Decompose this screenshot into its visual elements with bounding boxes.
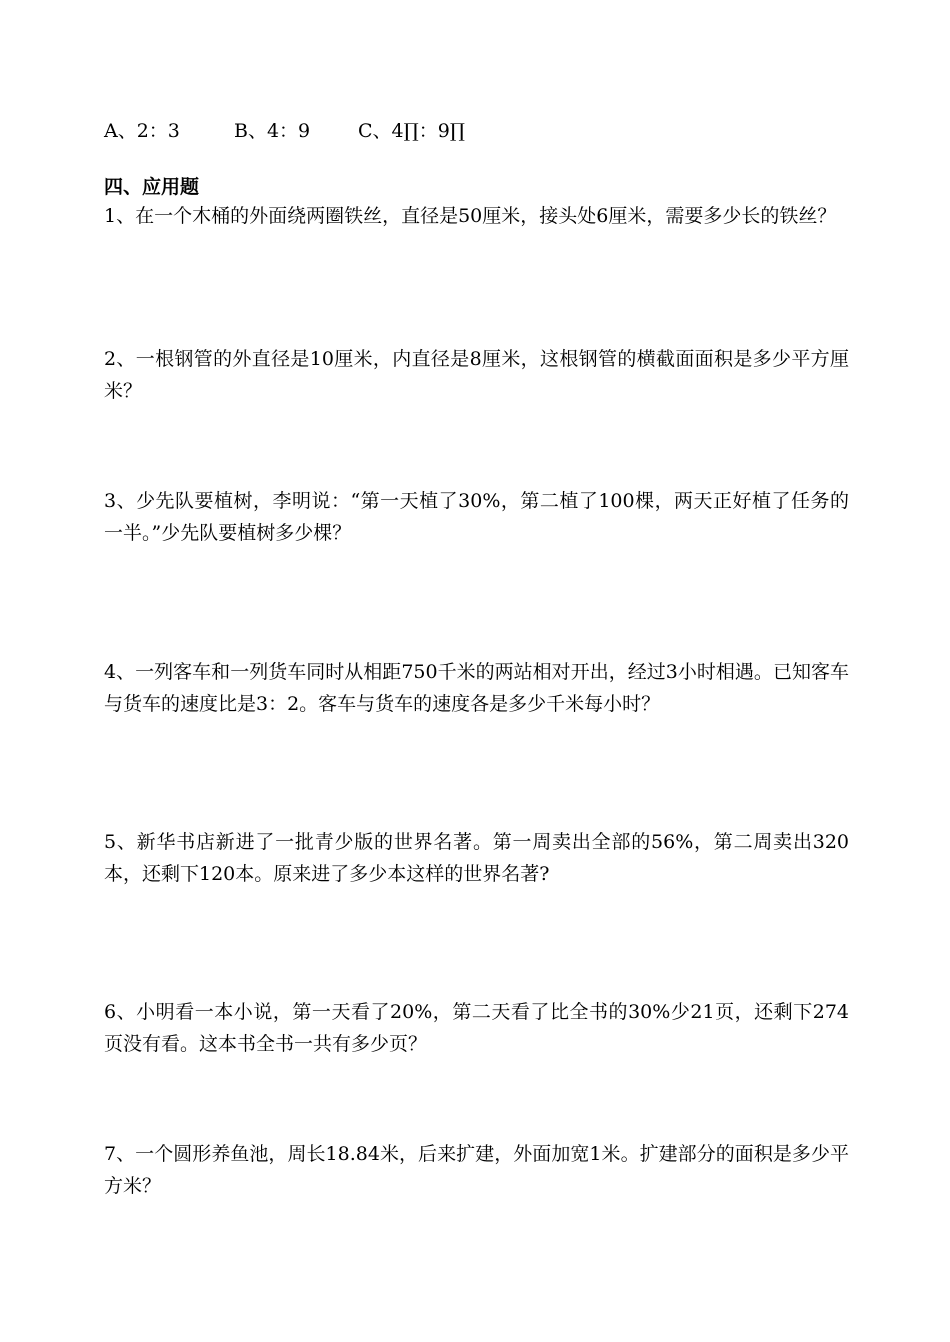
choice-b: B、4：9 xyxy=(234,120,311,142)
question-5: 5、新华书店新进了一批青少版的世界名著。第一周卖出全部的56%，第二周卖出320本，还剩下120本。原来进了多少本这样的世界名著? xyxy=(104,831,849,885)
question-3: 3、少先队要植树，李明说：“第一天植了30%，第二植了100棵，两天正好植了任务的一半。”少先队要植树多少棵？ xyxy=(104,490,849,544)
question-4: 4、一列客车和一列货车同时从相距750千米的两站相对开出，经过3小时相遇。已知客车与货车的速度比是3：2。客车与货车的速度各是多少千米每小时？ xyxy=(104,661,849,715)
question-6: 6、小明看一本小说，第一天看了20%，第二天看了比全书的30%少21页，还剩下274页没有看。这本书全书一共有多少页？ xyxy=(104,1001,849,1055)
question-2: 2、一根钢管的外直径是10厘米，内直径是8厘米，这根钢管的横截面面积是多少平方厘米？ xyxy=(104,348,849,402)
choice-c: C、4∏：9∏ xyxy=(358,120,465,142)
choice-options xyxy=(104,116,854,146)
choice-a: A、2：3 xyxy=(104,120,180,142)
question-1: 1、在一个木桶的外面绕两圈铁丝，直径是50厘米，接头处6厘米，需要多少长的铁丝？ xyxy=(104,205,837,227)
question-7: 7、一个圆形养鱼池，周长18.84米，后来扩建，外面加宽1米。扩建部分的面积是多少平方米？ xyxy=(104,1143,849,1197)
section-heading: 四、应用题 xyxy=(104,176,200,198)
